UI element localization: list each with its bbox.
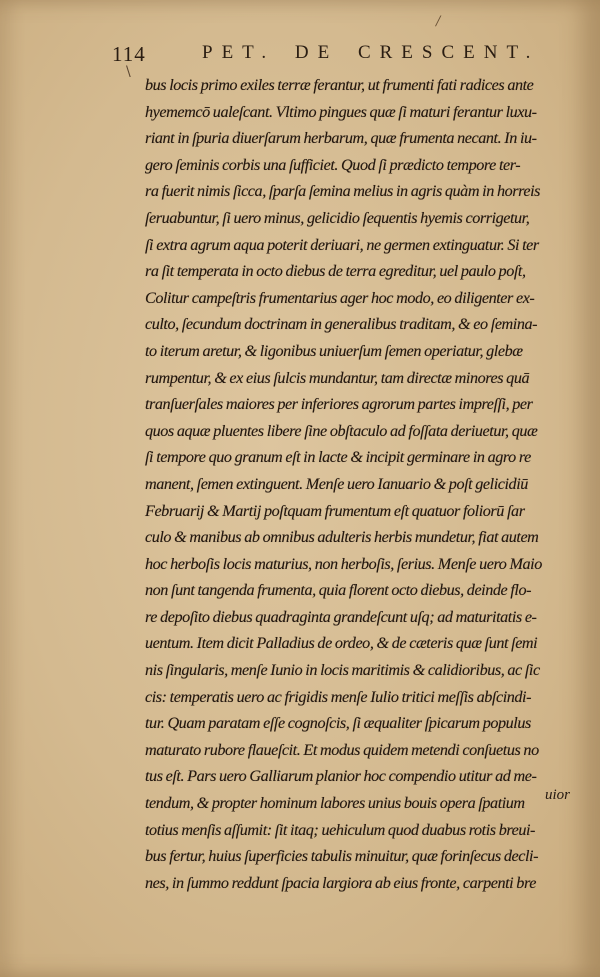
page-header	[112, 40, 582, 70]
text-line: maturato rubore flaueſcit. Et modus quidem metendi conſuetus no	[145, 740, 539, 759]
text-line: uentum. Item dicit Palladius de ordeo, & de cæteris quæ ſunt ſemi	[145, 634, 538, 653]
page-number: 114	[112, 42, 146, 66]
text-line: culto, ſecundum doctrinam in generalibus traditam, & eo ſemina-	[145, 315, 538, 334]
catchword: uior	[545, 787, 571, 803]
text-line: manent, ſemen extinguent. Menſe uero Ianuario & poſt gelicidiū	[145, 474, 528, 493]
text-line: ra fuerit nimis ſicca, ſparſa ſemina melius in agris quàm in horreis	[145, 182, 540, 201]
text-line: hyememcō ualeſcant. Vltimo pingues quæ ſi maturi ferantur luxu-	[145, 102, 537, 121]
text-line: ſi extra agrum aqua poterit deriuari, ne germen extinguatur. Si ter	[145, 235, 539, 254]
text-line: Februarij & Martij poſtquam frumentum eſt quatuor foliorū ſar	[145, 501, 525, 520]
text-line: nes, in ſummo reddunt ſpacia largiora ab eius fronte, carpenti bre	[145, 873, 536, 892]
text-line: bus locis primo exiles terræ ferantur, ut frumenti fati radices ante	[145, 76, 534, 94]
text-line: ra ſit temperata in octo diebus de terra egreditur, uel paulo poſt,	[145, 262, 526, 281]
running-head: PET. DE CRESCENT.	[202, 42, 540, 63]
text-line: ſeruabuntur, ſi uero minus, gelicidio ſequentis hyemis corrigetur,	[145, 208, 530, 227]
text-line: Colitur campeſtris frumentarius ager hoc modo, eo diligenter ex-	[145, 288, 535, 307]
text-line: to iterum aretur, & ligonibus uniuerſum ſemen operiatur, glebæ	[145, 341, 523, 360]
text-line: hoc herboſis locis maturius, non herboſis, ſerius. Menſe uero Maio	[145, 554, 542, 573]
text-line: tendum, & propter hominum labores unius bouis opera ſpatium	[145, 794, 525, 813]
body-text	[145, 72, 565, 896]
text-line: bus fertur, huius ſuperficies tabulis minuitur, quæ forinſecus decli-	[145, 847, 539, 866]
margin-mark: \	[126, 64, 131, 80]
text-line: gero ſeminis corbis una ſufficiet. Quod ſi prædicto tempore ter-	[145, 155, 521, 174]
text-line: ſi tempore quo granum eſt in lacte & incipit germinare in agro re	[145, 448, 531, 467]
text-line: tranſuerſales maiores per inferiores agrorum partes impreſſi, per	[145, 395, 533, 414]
text-line: riant in ſpuria diuerſarum herbarum, quæ frumenta necant. In iu-	[145, 129, 537, 148]
text-line: rumpentur, & ex eius ſulcis mundantur, tam directæ minores quā	[145, 368, 530, 387]
text-line: tus eſt. Pars uero Galliarum planior hoc compendio utitur ad me-	[145, 767, 537, 786]
text-line: tur. Quam paratam eſſe cognoſcis, ſi æqualiter ſpicarum populus	[145, 714, 531, 733]
text-line: culo & manibus ab omnibus adulteris herbis mundetur, fiat autem	[145, 528, 539, 547]
text-line: nis ſingularis, menſe Iunio in locis maritimis & calidioribus, ac ſic	[145, 661, 540, 680]
text-line: cis: temperatis uero ac frigidis menſe Iulio tritici meſſis abſcindi-	[145, 687, 532, 706]
text-line: non ſunt tangenda frumenta, quia florent octo diebus, deinde flo-	[145, 581, 532, 600]
text-line: quos aquæ pluentes libere ſine obſtaculo ad foſſata deriuetur, quæ	[145, 421, 538, 440]
corner-mark: /	[436, 14, 441, 29]
text-line: re depoſito diebus quadraginta grandeſcunt uſq; ad maturitatis e-	[145, 607, 537, 626]
text-line: totius menſis aſſumit: ſit itaq; uehiculum quod duabus rotis breui-	[145, 820, 535, 839]
